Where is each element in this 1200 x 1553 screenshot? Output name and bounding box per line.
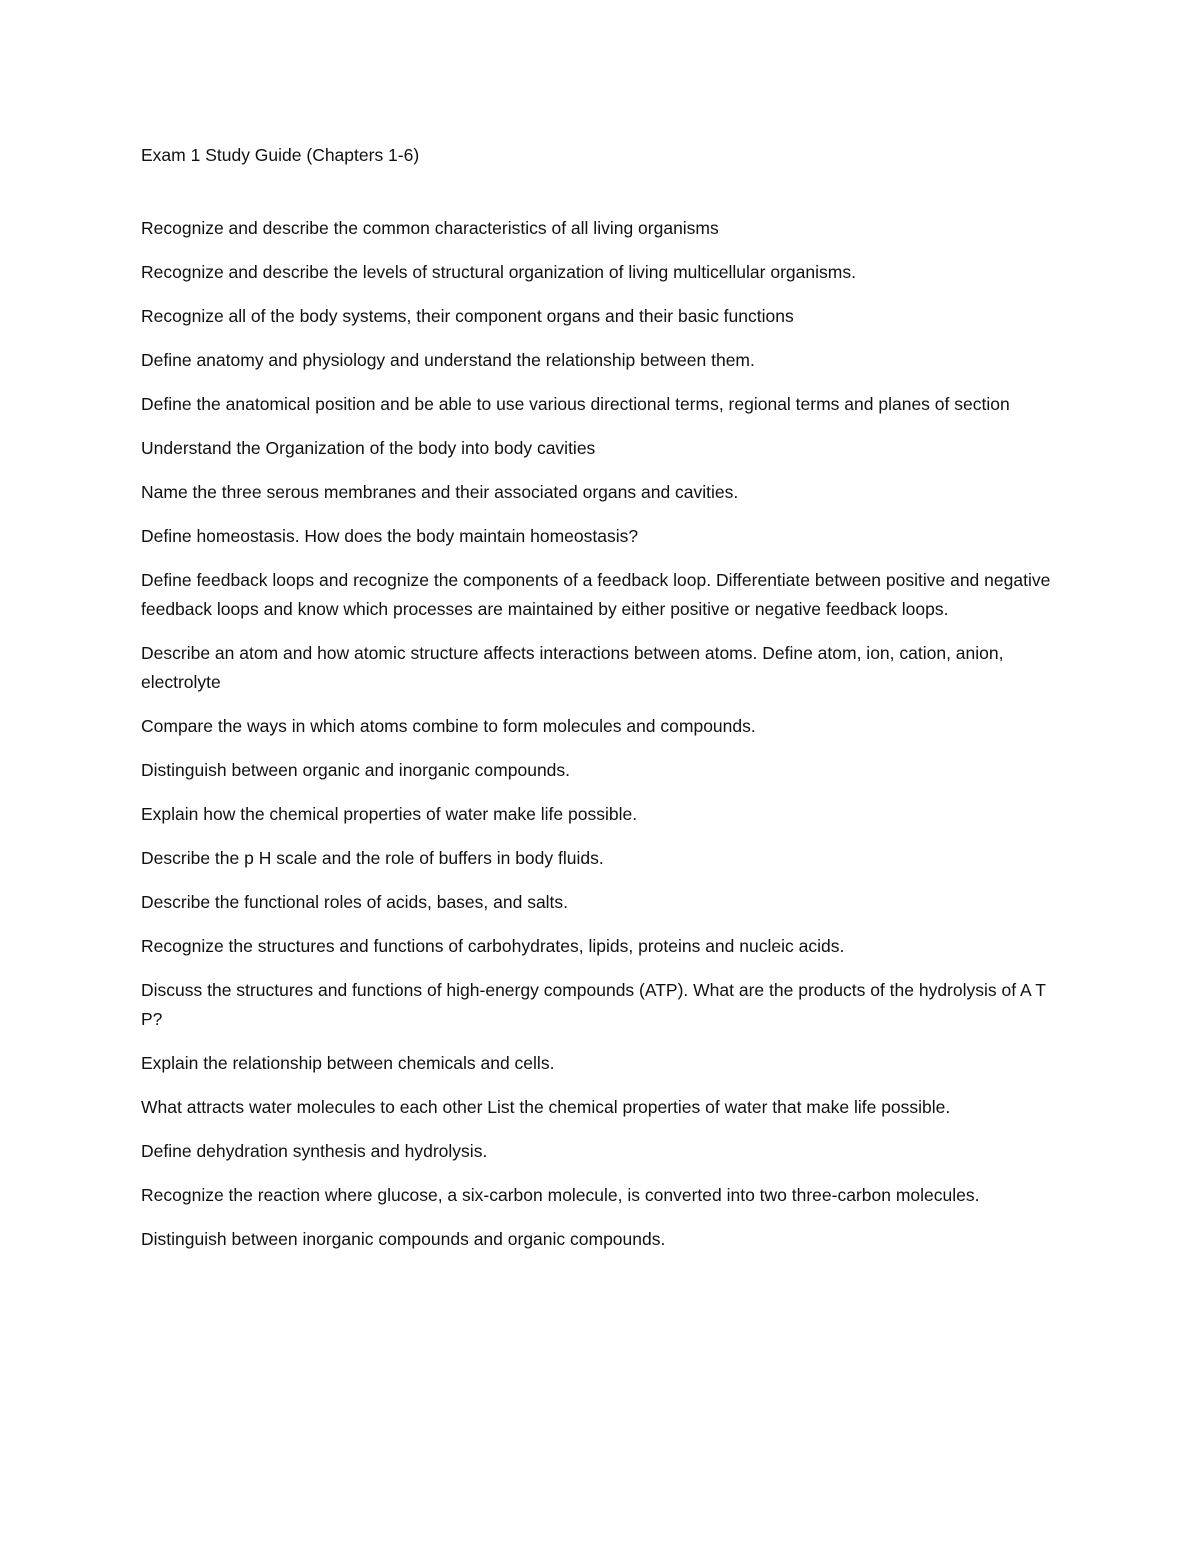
study-item: Explain the relationship between chemicals and cells. bbox=[141, 1053, 555, 1073]
study-item: Describe the p H scale and the role of buffers in body fluids. bbox=[141, 848, 604, 868]
study-item: Name the three serous membranes and their associated organs and cavities. bbox=[141, 482, 739, 502]
document-body bbox=[141, 141, 1061, 1269]
study-item: Recognize and describe the levels of structural organization of living multicellular organisms. bbox=[141, 262, 856, 282]
study-item: Explain how the chemical properties of water make life possible. bbox=[141, 804, 638, 824]
study-item: Recognize the structures and functions of carbohydrates, lipids, proteins and nucleic acids. bbox=[141, 936, 845, 956]
document-title: Exam 1 Study Guide (Chapters 1-6) bbox=[141, 145, 420, 165]
study-item: Describe an atom and how atomic structure affects interactions between atoms. Define atom, ion, cation, anion, electrolyte bbox=[141, 643, 1004, 692]
study-item: Define anatomy and physiology and understand the relationship between them. bbox=[141, 350, 755, 370]
study-item: Recognize and describe the common characteristics of all living organisms bbox=[141, 218, 719, 238]
study-item: Understand the Organization of the body into body cavities bbox=[141, 438, 596, 458]
study-item: Distinguish between inorganic compounds and organic compounds. bbox=[141, 1229, 666, 1249]
study-item: Define the anatomical position and be able to use various directional terms, regional terms and planes of section bbox=[141, 394, 1010, 414]
study-item: Recognize the reaction where glucose, a six-carbon molecule, is converted into two three-carbon molecules. bbox=[141, 1185, 980, 1205]
study-item: Recognize all of the body systems, their component organs and their basic functions bbox=[141, 306, 794, 326]
study-item: Compare the ways in which atoms combine to form molecules and compounds. bbox=[141, 716, 756, 736]
study-item: Define feedback loops and recognize the components of a feedback loop. Differentiate between positive and negative feedback loops and know which processes are maintained by either positive or negative feedback loops. bbox=[141, 570, 1051, 619]
study-item: Describe the functional roles of acids, bases, and salts. bbox=[141, 892, 569, 912]
study-item: Distinguish between organic and inorganic compounds. bbox=[141, 760, 571, 780]
study-item: What attracts water molecules to each other List the chemical properties of water that make life possible. bbox=[141, 1097, 951, 1117]
study-item: Define homeostasis. How does the body maintain homeostasis? bbox=[141, 526, 639, 546]
study-item: Discuss the structures and functions of high-energy compounds (ATP). What are the products of the hydrolysis of A T P? bbox=[141, 980, 1046, 1029]
study-item: Define dehydration synthesis and hydrolysis. bbox=[141, 1141, 488, 1161]
